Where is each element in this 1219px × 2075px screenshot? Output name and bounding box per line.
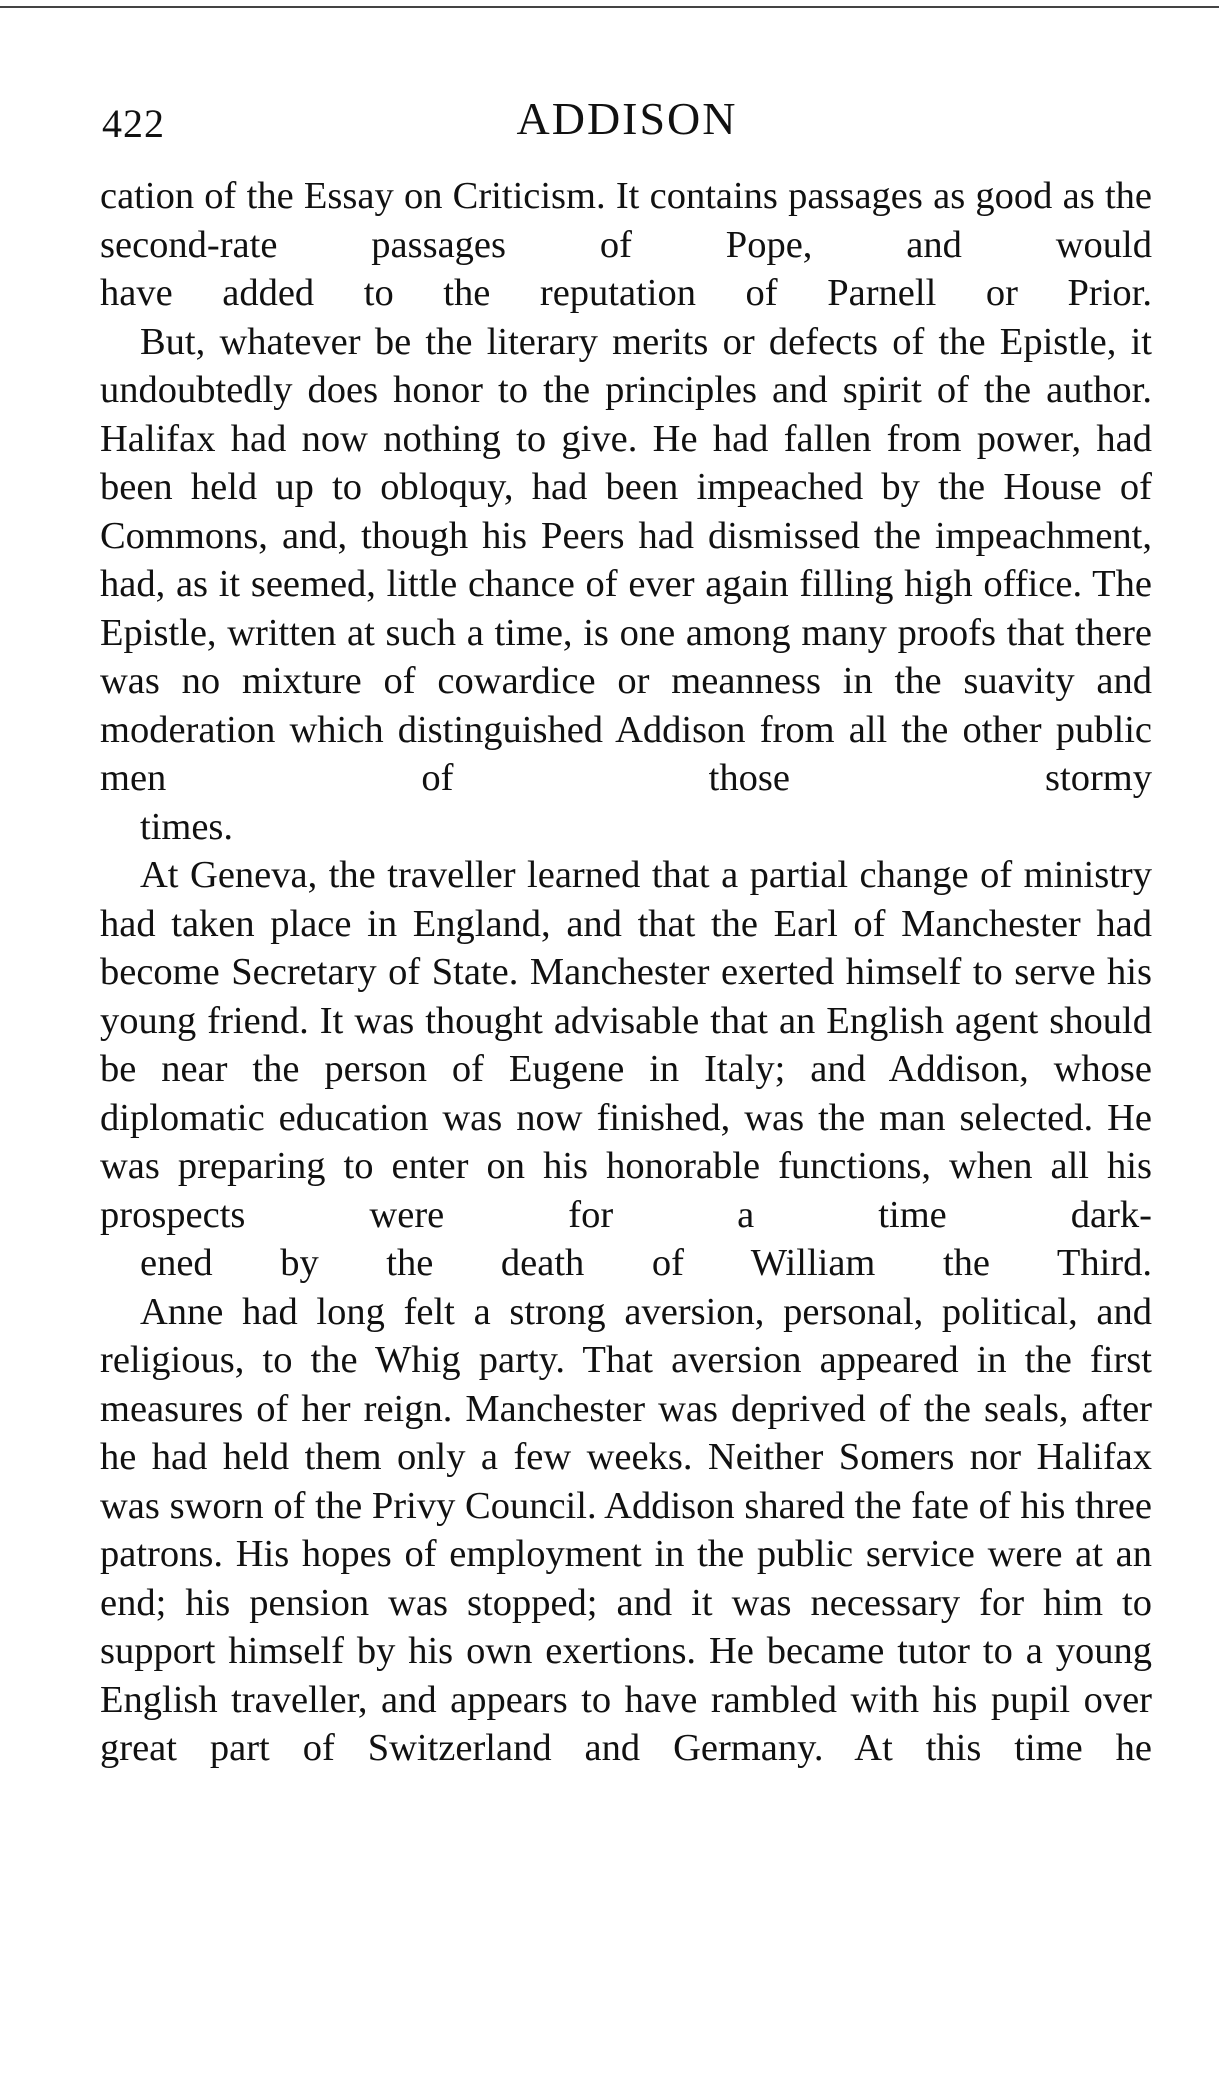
paragraph-2	[100, 318, 1152, 852]
page-header	[102, 92, 1152, 152]
paragraph-4	[100, 1288, 1152, 1773]
paragraph-1-text: cation of the Essay on Criticism. It contains passages as good as the second-rate passages of Pope, and would	[100, 175, 1152, 266]
paragraph-3	[100, 851, 1152, 1288]
paragraph-3-last-line: ened by the death of William the Third.	[140, 1242, 1152, 1284]
paragraph-3-text: At Geneva, the traveller learned that a partial change of ministry had taken place in England, and that the Earl of Manchester had become Secretary of State. Manchester exerted himself to serve his young friend. It was thought advisable that an English agent should be near the person of Eugene in Italy; and Addison, whose diplomatic education was now finished, was the man selected. He was preparing to enter on his honorable functions, when all his prospects were for a time dark-	[100, 854, 1152, 1236]
top-rule	[0, 6, 1219, 8]
paragraph-1-last-line: have added to the reputation of Parnell or Prior.	[100, 272, 1152, 314]
paragraph-1	[100, 172, 1152, 318]
body-text	[100, 172, 1152, 1773]
page-number: 422	[102, 101, 165, 146]
paragraph-2-text: But, whatever be the literary merits or defects of the Epistle, it undoubtedly does honor to the principles and spirit of the author. Halifax had now nothing to give. He had fallen from power, had been held up to obloquy, had been impeached by the House of Commons, and, though his Peers had dismissed the impeachment, had, as it seemed, little chance of ever again filling high office. The Epistle, written at such a time, is one among many proofs that there was no mixture of cowardice or meanness in the suavity and moderation which distinguished Addison from all the other public men of those stormy	[100, 320, 1152, 799]
paragraph-2-last-line: times.	[140, 805, 234, 848]
paragraph-4-text: Anne had long felt a strong aversion, personal, political, and religious, to the Whig party. That aversion appeared in the first measures of her reign. Manchester was deprived of the seals, after he had held them only a few weeks. Neither Somers nor Halifax was sworn of the Privy Council. Addison shared the fate of his three patrons. His hopes of employment in the public service were at an end; his pension was stopped; and it was necessary for him to support himself by his own exertions. He became tutor to a young English traveller, and appears to have rambled with his pupil over great part of Switzerland and Germany. At this time he	[100, 1290, 1152, 1769]
running-head: ADDISON	[516, 93, 738, 144]
